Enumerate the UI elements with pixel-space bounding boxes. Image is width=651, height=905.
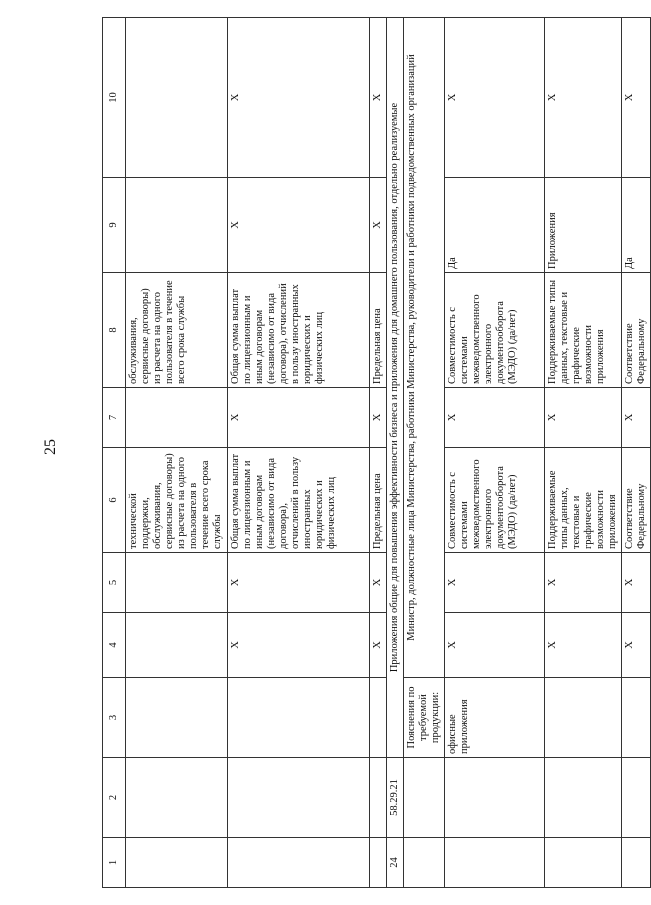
x-mark: X — [227, 178, 369, 273]
x-mark: X — [622, 388, 651, 448]
table-row — [126, 18, 228, 888]
x-mark: X — [544, 388, 621, 448]
row-number: 24 — [386, 838, 403, 888]
x-mark: X — [444, 553, 544, 613]
x-mark: X — [369, 388, 386, 448]
col-header: 6 — [103, 448, 126, 553]
x-mark: X — [622, 18, 651, 178]
table-row — [227, 18, 369, 888]
x-mark: X — [622, 553, 651, 613]
x-mark: X — [444, 388, 544, 448]
x-mark: X — [227, 613, 369, 678]
x-mark: X — [622, 613, 651, 678]
col-header: 10 — [103, 18, 126, 178]
col-header: 5 — [103, 553, 126, 613]
col-header: 1 — [103, 838, 126, 888]
table-row — [544, 18, 621, 888]
col-header: 7 — [103, 388, 126, 448]
category-title: Приложения общие для повышения эффективности бизнеса и приложения для домашнего пользования, отдельно реализуемые — [386, 18, 403, 758]
x-mark: X — [444, 18, 544, 178]
cell-text: Совместимость с системами межведомственного электронного документооборота (МЭДО) (да/нет) — [444, 448, 544, 553]
table-row — [622, 18, 651, 888]
users-description: Министр, должностные лица Министерства, работники Министерства, руководители и работники подведомственных организаций — [403, 18, 444, 678]
cell-text: Соответствие Федеральному — [622, 448, 651, 553]
requirements-table — [102, 17, 651, 888]
x-mark: X — [444, 613, 544, 678]
table-row — [369, 18, 386, 888]
cell-text: обслуживания, сервисные договоры) из расчета на одного пользователя в течение всего срока службы — [126, 273, 228, 388]
x-mark: X — [369, 553, 386, 613]
col-header: 4 — [103, 613, 126, 678]
x-mark: X — [369, 613, 386, 678]
x-mark: X — [227, 553, 369, 613]
col-header: 9 — [103, 178, 126, 273]
cell-text: Соответствие Федеральному — [622, 273, 651, 388]
cell-text: офисные приложения — [444, 678, 544, 758]
col-header: 3 — [103, 678, 126, 758]
cell-text: Приложения — [544, 178, 621, 273]
table-row — [386, 18, 403, 888]
cell-text: Совместимость с системами межведомственного электронного документооборота (МЭДО) (да/нет) — [444, 273, 544, 388]
col-header: 2 — [103, 758, 126, 838]
x-mark: X — [544, 18, 621, 178]
cell-text: Поддерживаемые типы данных, текстовые и графические возможности приложения — [544, 273, 621, 388]
cell-text: Пояснения по требуемой продукции: — [403, 678, 444, 758]
table-row — [403, 18, 444, 888]
x-mark: X — [369, 178, 386, 273]
cell-text: Да — [444, 178, 544, 273]
cell-text: Общая сумма выплат по лицензионным и иным договорам (независимо от вида договора), отчислений в пользу иностранных юридических и физических лиц — [227, 273, 369, 388]
okpd-code: 58.29.21 — [386, 758, 403, 838]
x-mark: X — [227, 388, 369, 448]
cell-text: Предельная цена — [369, 273, 386, 388]
x-mark: X — [544, 553, 621, 613]
page-number: 25 — [42, 439, 59, 455]
header-row — [103, 18, 126, 888]
x-mark: X — [369, 18, 386, 178]
x-mark: X — [544, 613, 621, 678]
cell-text: Да — [622, 178, 651, 273]
cell-text: Предельная цена — [369, 448, 386, 553]
x-mark: X — [227, 18, 369, 178]
rotated-table-page — [80, 0, 648, 905]
cell-text: Поддерживаемые типы данных, текстовые и графические возможности приложения — [544, 448, 621, 553]
cell-text: технической поддержки, обслуживания, сервисные договоры) из расчета на одного пользователя в течение всего срока службы — [126, 448, 228, 553]
col-header: 8 — [103, 273, 126, 388]
cell-text: Общая сумма выплат по лицензионным и иным договорам (независимо от вида договора), отчислений в пользу иностранных юридических и физических лиц — [227, 448, 369, 553]
table-row — [444, 18, 544, 888]
